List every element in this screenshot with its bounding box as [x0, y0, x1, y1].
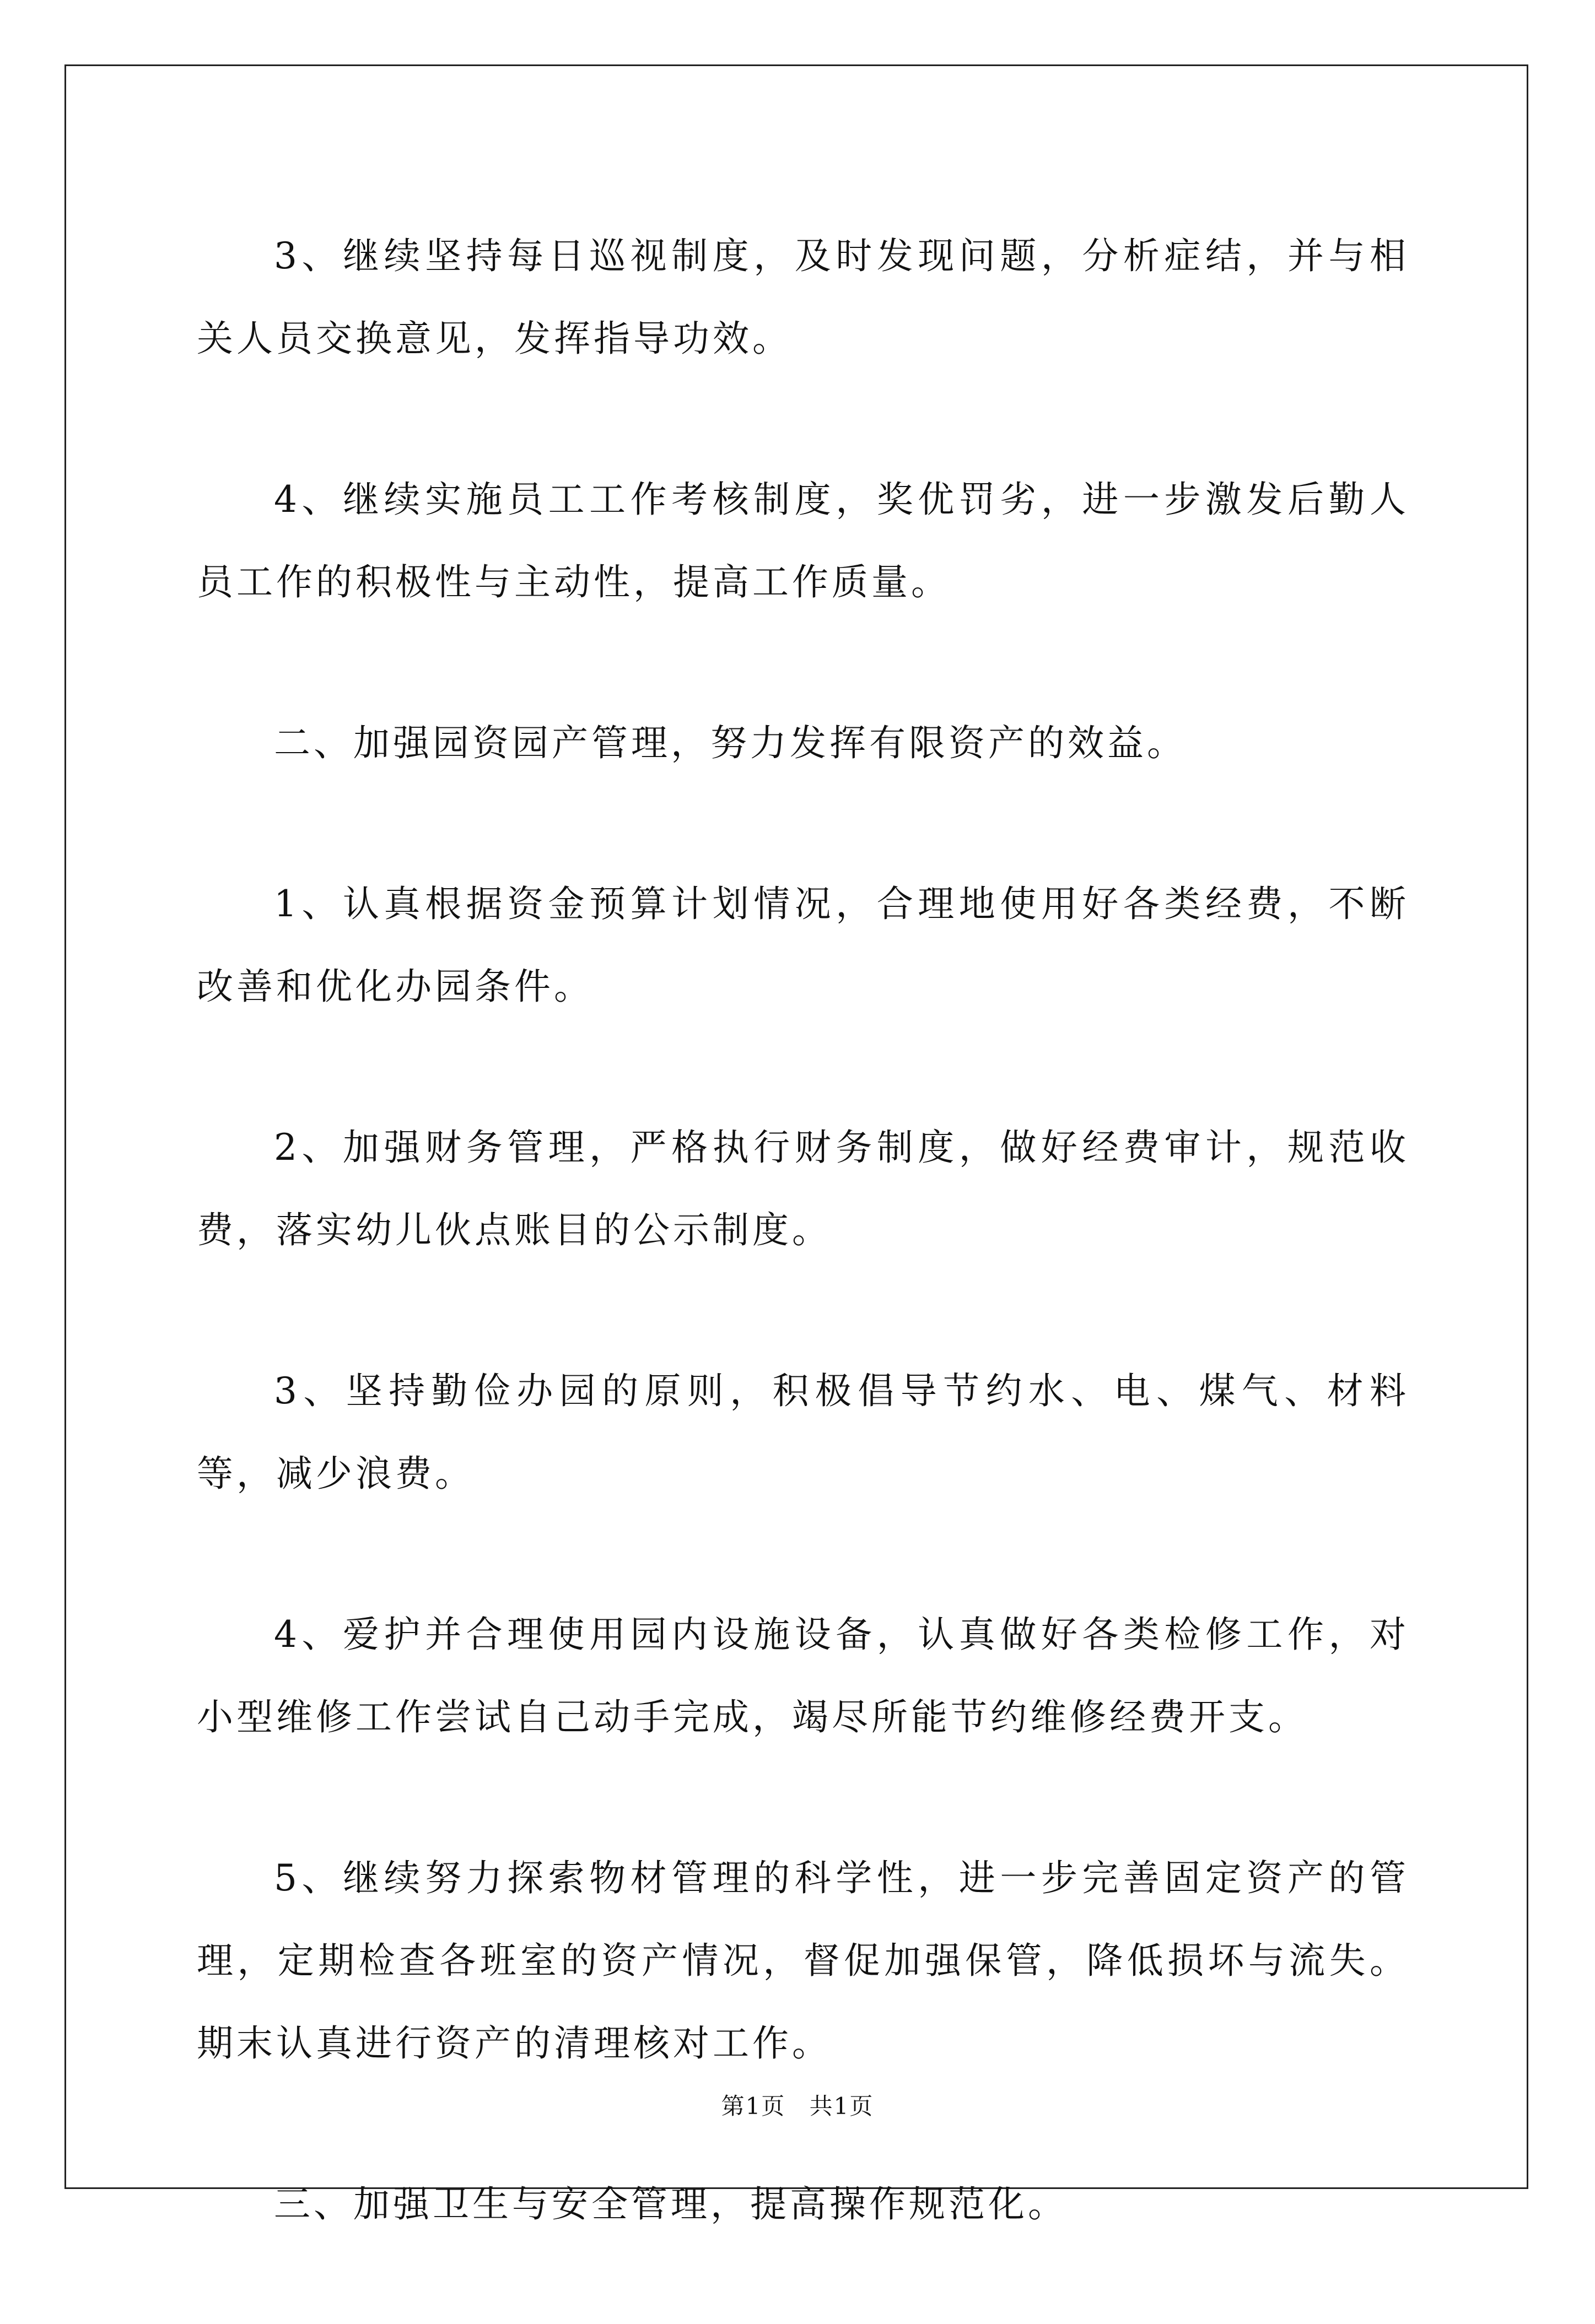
- paragraph-item-4b: 4、爱护并合理使用园内设施设备，认真做好各类检修工作，对小型维修工作尝试自己动手完成，竭尽所能节约维修经费开支。: [197, 1613, 1409, 1738]
- section-heading-3: 三、加强卫生与安全管理，提高操作规范化。: [274, 2183, 1068, 2225]
- paragraph-item-2: 2、加强财务管理，严格执行财务制度，做好经费审计，规范收费，落实幼儿伙点账目的公示制度。: [197, 1126, 1409, 1251]
- paragraph-item-5: 5、继续努力探索物材管理的科学性，进一步完善固定资产的管理，定期检查各班室的资产情况，督促加强保管，降低损坏与流失。期末认真进行资产的清理核对工作。: [197, 1857, 1409, 2064]
- page-number: 第1页: [721, 2093, 786, 2120]
- page-footer: [0, 2088, 1595, 2121]
- paragraph-item-4: 4、继续实施员工工作考核制度，奖优罚劣，进一步激发后勤人员工作的积极性与主动性，提高工作质量。: [197, 478, 1409, 603]
- paragraph-item-3: 3、继续坚持每日巡视制度，及时发现问题，分析症结，并与相关人员交换意见，发挥指导功效。: [197, 235, 1409, 360]
- paragraph-item-1: 1、认真根据资金预算计划情况，合理地使用好各类经费，不断改善和优化办园条件。: [197, 883, 1409, 1008]
- page-total: 共1页: [809, 2093, 874, 2120]
- paragraph-item-3b: 3、坚持勤俭办园的原则，积极倡导节约水、电、煤气、材料等，减少浪费。: [197, 1370, 1409, 1495]
- document-body: [197, 215, 1409, 2324]
- section-heading-2: 二、加强园资园产管理，努力发挥有限资产的效益。: [274, 722, 1187, 764]
